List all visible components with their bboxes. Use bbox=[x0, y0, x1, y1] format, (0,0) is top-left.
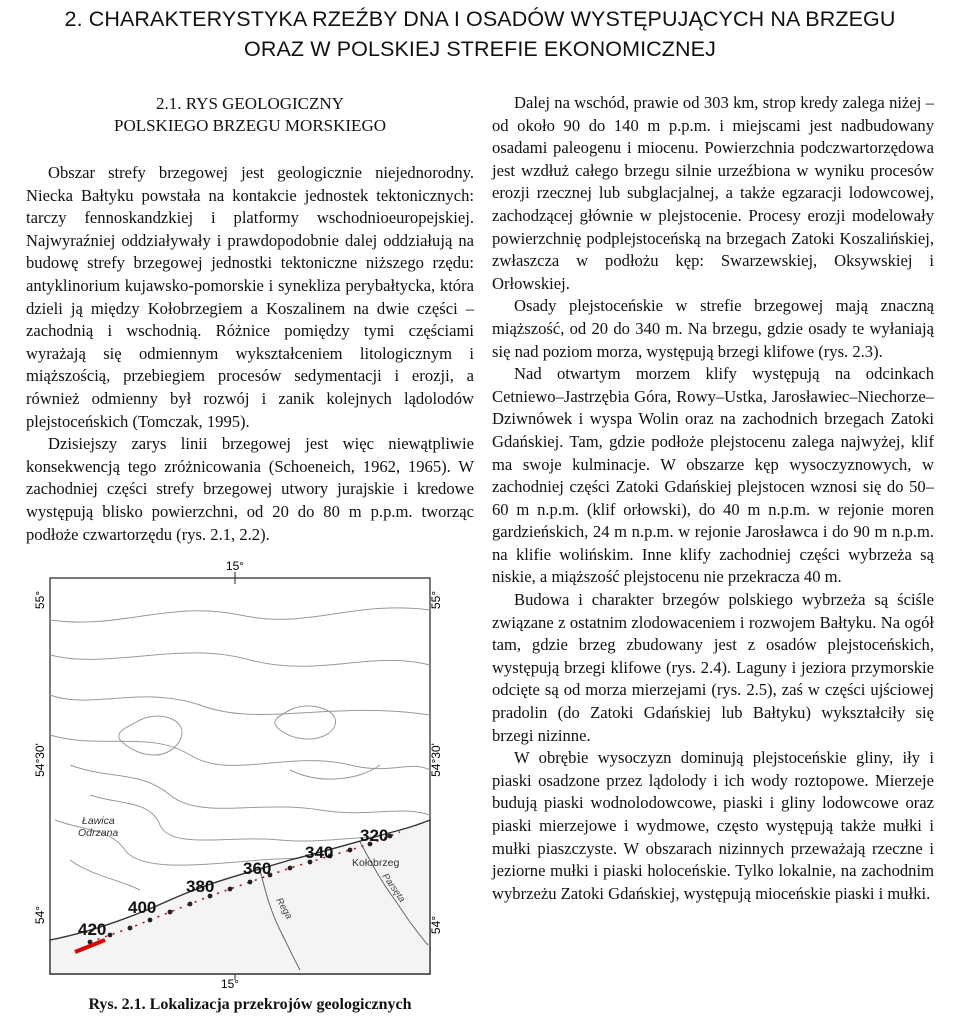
left-column bbox=[26, 162, 474, 546]
river-parseta-label: Parsęta bbox=[379, 871, 408, 905]
chapter-heading bbox=[0, 4, 960, 64]
right-paragraph-3: Nad otwartym morzem klify występują na odcinkach Cetniewo–Jastrzębia Góra, Rowy–Ustka, Jarosławiec–Niechorze–Dziwnówek i wyspa Wolin oraz na zachodnich brzegach Zatoki Gdańskiej. Tam, gdzie podłoże plejstocenu zalega najwyżej, klif ma swoje kulminacje. W obszarze kęp wysoczyznowych, w zachodniej części Zatoki Gdańskiej plejstocen wznosi się do 50–60 m n.p.m. (klif orłowski), do 40 m n.p.m. w rejonie moren gardzieńskich, 24 m n.p.m. w rejonie Jarosławca i do 90 m n.p.m. na klifie wolińskim. Inne klify zachodniej części wybrzeża są niskie, a miąższość plejstocenu nie przekracza 40 m. bbox=[492, 364, 934, 587]
left-paragraph-2: Dzisiejszy zarys linii brzegowej jest więc niewątpliwie konsekwencją tego zróżnicowania (Schoeneich, 1962, 1965). W zachodniej części strefy brzegowej utwory jurajskie i kredowe występują blisko powierzchni, od 20 do 80 m p.p.m. tworząc podłoże czwartorzędu (rys. 2.1, 2.2). bbox=[26, 434, 474, 544]
chapter-heading-line1: 2. CHARAKTERYSTYKA RZEŹBY DNA I OSADÓW WYSTĘPUJĄCYCH NA BRZEGU bbox=[64, 7, 896, 31]
figure-caption: Rys. 2.1. Lokalizacja przekrojów geologicznych bbox=[88, 996, 412, 1013]
right-paragraph-4: Budowa i charakter brzegów polskiego wybrzeża są ściśle związane z ostatnim zlodowaceniem i rozwojem Bałtyku. Na ogół tam, gdzie brzeg zbudowany jest z osadów plejstoceńskich, występują brzegi klifowe (rys. 2.4). Laguny i jeziora przymorskie odcięte są od morza mierzejami (rys. 2.5), zaś w części ujściowej pradolin (do Zatoki Gdańskiej lub Bałtyku) wykształciły się brzegi nizinne. bbox=[492, 590, 934, 745]
right-column bbox=[492, 92, 934, 905]
left-paragraph-1: Obszar strefy brzegowej jest geologicznie niejednorodny. Niecka Bałtyku powstała na kontakcie jednostek tektonicznych: tarczy fennoskandzkiej i platformy wschodnioeuropejskiej. Najwyraźniej oddziaływały i prawdopodobnie dalej oddziałują na budowę strefy brzegowej jednostki tektoniczne niższego rzędu: antyklinorium kujawsko-pomorskie i synekliza perybałtycka, która dzieli ją między Kołobrzegiem a Koszalinem na dwie części – zachodnią i wschodnią. Różnice pomiędzy tymi częściami wyrażają się odmiennym wykształceniem litologicznym i miąższością, przebiegiem procesów sedymentacji i erozji, a również odmienny był rozwój i zanik kolejnych lądolodów plejstoceńskich (Tomczak, 1995). bbox=[26, 163, 474, 431]
lat-label-55-right: 55° bbox=[429, 590, 443, 610]
section-heading-line1: 2.1. RYS GEOLOGICZNY bbox=[156, 94, 344, 113]
river-rega-label: Rega bbox=[273, 896, 295, 922]
km-label-380: 380 bbox=[186, 877, 215, 896]
location-map bbox=[30, 560, 450, 992]
lon-label-bottom: 15° bbox=[220, 977, 240, 991]
lon-label-top: 15° bbox=[225, 560, 245, 573]
km-label-360: 360 bbox=[243, 859, 272, 878]
right-paragraph-1: Dalej na wschód, prawie od 303 km, strop kredy zalega niżej – od około 90 do 140 m p.p.m. i miejscami jest nadbudowany osadami paleogenu i miocenu. Powierzchnia podczwartorzędowa jest wzdłuż całego brzegu silnie urzeźbiona w wyniku procesów erozji rzecznej lub subglacjalnej, a także egzaracji lodowcowej, zachodzącej głównie w plejstocenie. Procesy erozji modelowały powierzchnię podplejstoceńską na brzegach Zatoki Koszalińskiej, zwłaszcza w podłożu kęp: Swarzewskiej, Oksywskiej i Orłowskiej. bbox=[492, 93, 934, 293]
km-label-400: 400 bbox=[128, 898, 157, 917]
km-label-320: 320 bbox=[360, 826, 389, 845]
right-paragraph-2: Osady plejstoceńskie w strefie brzegowej mają znaczną miąższość, od 20 do 340 m. Na brzegu, gdzie osady te wyłaniają się nad poziom morza, występują brzegi klifowe (rys. 2.3). bbox=[492, 296, 934, 361]
km-label-420: 420 bbox=[78, 920, 107, 939]
lat-label-54-left: 54° bbox=[33, 905, 47, 925]
map-svg bbox=[30, 560, 450, 992]
place-lawica: Ławica bbox=[82, 815, 115, 827]
place-kolobrzeg: Kołobrzeg bbox=[352, 857, 400, 869]
right-paragraph-5: W obrębie wysoczyzn dominują plejstoceńskie gliny, iły i piaski osadzone przez lądolody i ich wody roztopowe. Mierzeje budują piaski wodnolodowcowe, piaski i gliny lodowcowe oraz piaski mierzejowe i wydmowe, często występują także mułki i mułki piaszczyste. W obszarach nizinnych przeważają rzeczne i jeziorne mułki i piaski holoceńskie. Tylko lokalnie, na zachodnim wybrzeżu Zatoki Gdańskiej, występują mioceńskie piaski i mułki. bbox=[492, 748, 934, 903]
lat-label-54-right: 54° bbox=[429, 915, 443, 935]
section-heading bbox=[26, 93, 474, 137]
section-heading-line2: POLSKIEGO BRZEGU MORSKIEGO bbox=[113, 116, 386, 135]
place-odrzana: Odrzana bbox=[78, 827, 119, 839]
chapter-heading-line2: ORAZ W POLSKIEJ STREFIE EKONOMICZNEJ bbox=[244, 37, 716, 61]
lat-label-55-left: 55° bbox=[33, 590, 47, 610]
lat-label-5430-left: 54°30' bbox=[33, 743, 47, 777]
km-label-340: 340 bbox=[305, 843, 334, 862]
lat-label-5430-right: 54°30' bbox=[429, 743, 443, 777]
